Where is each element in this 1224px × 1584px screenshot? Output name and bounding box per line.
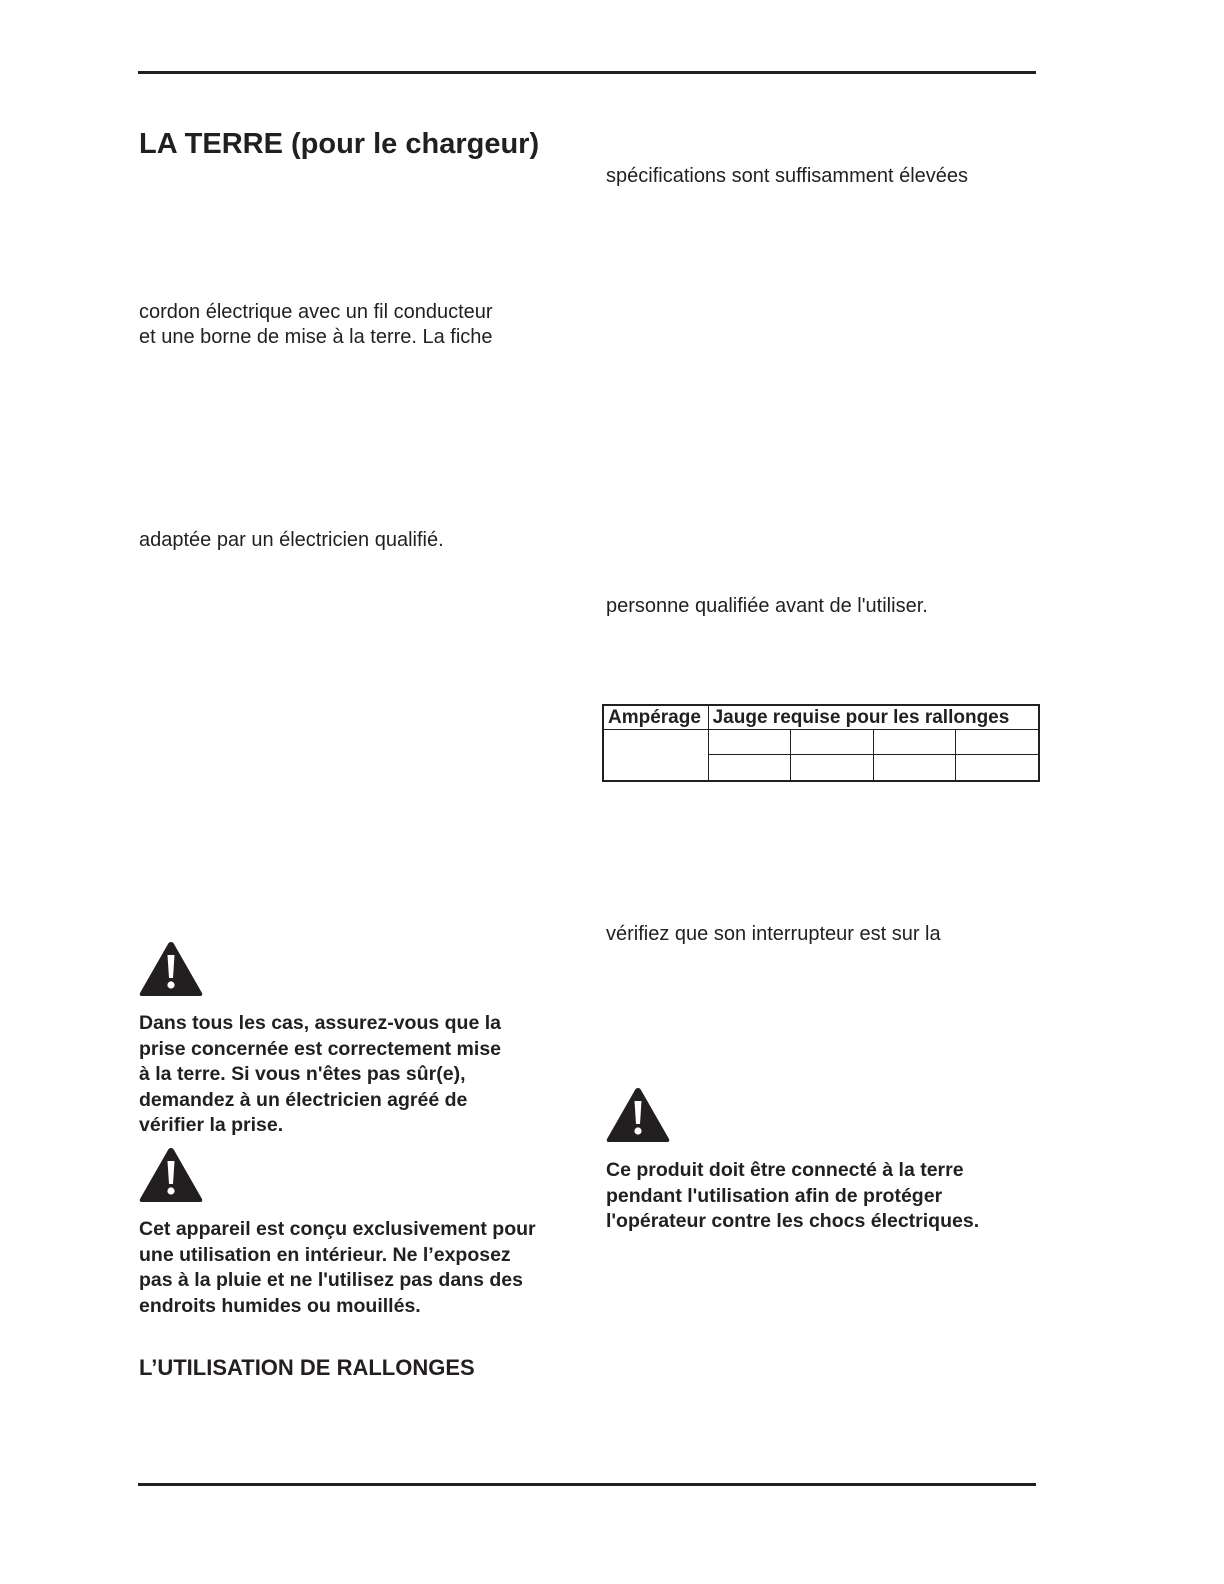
table-cell	[873, 755, 956, 782]
warning-triangle-icon	[605, 1086, 671, 1144]
table-cell	[791, 730, 874, 755]
warning-triangle-icon	[138, 1146, 204, 1204]
table-cell	[708, 755, 791, 782]
extension-cord-heading: L’UTILISATION DE RALLONGES	[139, 1355, 475, 1380]
paragraph-line: cordon électrique avec un fil conducteur	[139, 301, 493, 323]
top-rule	[138, 71, 1036, 74]
table-cell	[603, 730, 708, 782]
section-heading: LA TERRE (pour le chargeur)	[139, 128, 540, 160]
paragraph-line: et une borne de mise à la terre. La fiche	[139, 326, 493, 348]
table-header-amperage: Ampérage	[603, 705, 708, 730]
warning-triangle-icon	[138, 940, 204, 998]
table-cell	[956, 730, 1039, 755]
paragraph-line: vérifiez que son interrupteur est sur la	[606, 923, 941, 945]
table-cell	[873, 730, 956, 755]
paragraph-line: adaptée par un électricien qualifié.	[139, 529, 444, 551]
table-cell	[956, 755, 1039, 782]
warning-text-ground-connection: Ce produit doit être connecté à la terre pendant l'utilisation afin de protéger l'opérateur contre les chocs électriques.	[606, 1159, 980, 1232]
warning-text-grounding: Dans tous les cas, assurez-vous que la prise concernée est correctement mise à la terre. Si vous n'êtes pas sûr(e), demandez à un électricien agréé de vérifier la prise.	[139, 1012, 502, 1136]
table-row	[603, 730, 1039, 755]
extension-gauge-table	[602, 704, 1040, 782]
table-cell	[791, 755, 874, 782]
paragraph-line: spécifications sont suffisamment élevées	[606, 165, 969, 187]
bottom-rule	[138, 1483, 1036, 1486]
table-header-gauge: Jauge requise pour les rallonges	[708, 705, 1039, 730]
table-cell	[708, 730, 791, 755]
warning-text-indoor: Cet appareil est conçu exclusivement pour une utilisation en intérieur. Ne l’exposez pas à la pluie et ne l'utilisez pas dans des endroits humides ou mouillés.	[139, 1218, 536, 1317]
paragraph-line: personne qualifiée avant de l'utiliser.	[606, 595, 928, 617]
